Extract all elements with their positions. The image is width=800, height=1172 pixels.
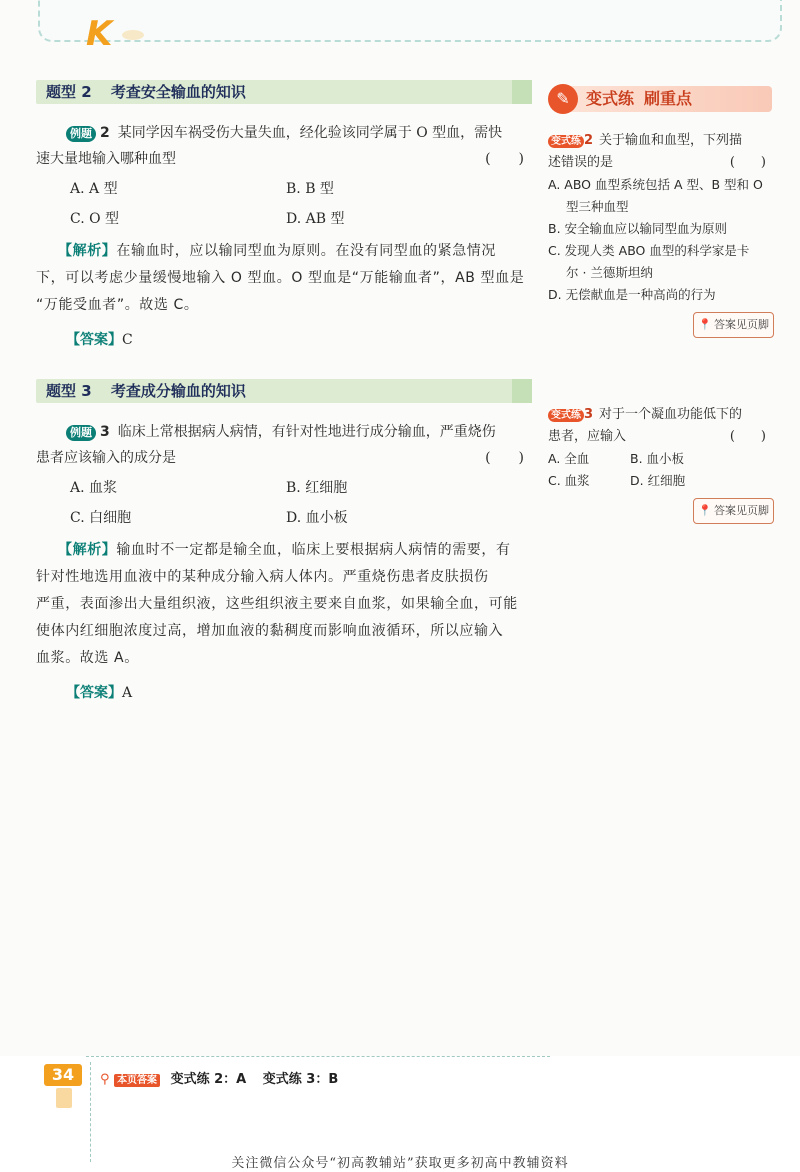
analysis-line: “万能受血者”。故选 C。 — [36, 297, 199, 313]
exercise-number: 3 — [584, 407, 594, 422]
sidebar-title-a: 变式练 — [586, 89, 635, 108]
section-title: 考查成分输血的知识 — [110, 382, 246, 400]
exercise-stem-text: 患者，应输入 — [548, 429, 627, 444]
exercise-badge: 变式练 — [548, 135, 584, 148]
exercise-badge: 变式练 — [548, 409, 584, 422]
option-d: D. 红细胞 — [630, 473, 686, 488]
answer-tag: 【答案】 — [66, 685, 122, 701]
logo-decoration — [122, 30, 144, 40]
exercise-stem — [548, 426, 774, 448]
option-d: D. 血小板 — [286, 510, 348, 526]
section-number: 题型 2 — [46, 83, 92, 101]
exercise-stem — [548, 404, 774, 426]
page-number-tab — [56, 1088, 72, 1108]
answer-line — [36, 680, 532, 706]
main-column — [36, 80, 532, 706]
example-badge: 例题 — [66, 425, 96, 441]
analysis-block — [36, 238, 532, 319]
option-a-cont: 型三种血型 — [566, 199, 629, 214]
option-b: B. 安全输血应以输同型血为原则 — [548, 221, 728, 236]
exercise-number: 2 — [584, 133, 594, 148]
answer-value: A — [122, 685, 133, 701]
logo-k: K — [86, 14, 113, 54]
analysis-line: 严重，表面渗出大量组织液，这些组织液主要来自血浆，如果输全血，可能 — [36, 596, 518, 612]
analysis-tag: 【解析】 — [58, 243, 117, 259]
footer-divider — [86, 1056, 550, 1057]
page-answers — [100, 1068, 338, 1087]
example-number: 2 — [100, 125, 110, 141]
question-line — [36, 445, 532, 471]
question-line — [36, 120, 532, 146]
answer-blank: ( ) — [485, 151, 524, 167]
top-frame — [38, 0, 782, 42]
option-b: B. B 型 — [286, 181, 334, 197]
exercise-stem-text: 述错误的是 — [548, 155, 614, 170]
analysis-line: 在输血时，应以输同型血为原则。在没有同型血的紧急情况 — [116, 243, 497, 259]
option-c-cont: 尔 · 兰德斯坦纳 — [566, 265, 653, 280]
section-heading — [36, 80, 532, 104]
exercise — [548, 404, 774, 524]
see-footer-text: 答案见页脚 — [714, 318, 769, 331]
option-a: A. A 型 — [70, 181, 118, 197]
option-b: B. 血小板 — [630, 451, 685, 466]
analysis-line: 针对性地选用血液中的某种成分输入病人体内。严重烧伤患者皮肤损伤 — [36, 569, 489, 585]
exercise-stem-text: 对于一个凝血功能低下的 — [599, 407, 743, 422]
option-d: D. AB 型 — [286, 211, 345, 227]
sidebar-title — [586, 86, 692, 112]
option-a: A. 血浆 — [70, 480, 118, 496]
option-a: A. ABO 血型系统包括 A 型、B 型和 O — [548, 177, 763, 192]
key-icon: ⚲ — [100, 1072, 110, 1087]
sidebar — [548, 80, 774, 524]
answer-blank: ( ) — [729, 155, 766, 170]
answer-blank: ( ) — [485, 450, 524, 466]
options-list — [36, 174, 532, 234]
exercise-stem-text: 关于输血和血型，下列描 — [599, 133, 743, 148]
see-footer-text: 答案见页脚 — [714, 504, 769, 517]
sidebar-title-b: 刷重点 — [644, 89, 693, 108]
footer-vertical-divider — [90, 1062, 91, 1162]
question-text: 速大量地输入哪种血型 — [36, 151, 176, 167]
exercise-stem — [548, 130, 774, 152]
section-heading — [36, 379, 532, 403]
exercise — [548, 130, 774, 338]
options-list — [548, 448, 774, 492]
sidebar-header — [548, 80, 774, 114]
example-number: 3 — [100, 424, 110, 440]
option-d: D. 无偿献血是一种高尚的行为 — [548, 287, 716, 302]
section-number: 题型 3 — [46, 382, 92, 400]
footer-note: 关注微信公众号“初高教辅站”获取更多初高中教辅资料 — [231, 1156, 569, 1171]
option-c: C. 血浆 — [548, 473, 590, 488]
option-c: C. O 型 — [70, 211, 120, 227]
analysis-line: 血浆。故选 A。 — [36, 650, 139, 666]
see-footer-link[interactable] — [693, 312, 774, 338]
question-line — [36, 419, 532, 445]
page-answer-2: 变式练 3：B — [262, 1072, 339, 1087]
option-a: A. 全血 — [548, 451, 590, 466]
option-c: C. 白细胞 — [70, 510, 132, 526]
see-footer-link[interactable] — [693, 498, 774, 524]
question-text: 临床上常根据病人病情，有针对性地进行成分输血，严重烧伤 — [117, 424, 496, 440]
example-badge: 例题 — [66, 126, 96, 142]
pin-icon: 📍 — [698, 318, 712, 331]
exercise-stem — [548, 152, 774, 174]
option-b: B. 红细胞 — [286, 480, 348, 496]
analysis-tag: 【解析】 — [58, 542, 117, 558]
options-list — [36, 473, 532, 533]
analysis-line: 下，可以考虑少量缓慢地输入 O 型血。O 型血是“万能输血者”，AB 型血是 — [36, 270, 525, 286]
page-answers-label: 本页答案 — [114, 1074, 160, 1087]
analysis-block — [36, 537, 532, 672]
brush-icon: ✎ — [548, 84, 578, 114]
page-answer-1: 变式练 2：A — [170, 1072, 247, 1087]
question-line — [36, 146, 532, 172]
option-c: C. 发现人类 ABO 血型的科学家是卡 — [548, 243, 750, 258]
pin-icon: 📍 — [698, 504, 712, 517]
answer-tag: 【答案】 — [66, 332, 122, 348]
page-number: 34 — [44, 1064, 82, 1086]
answer-blank: ( ) — [729, 429, 766, 444]
question-text: 患者应该输入的成分是 — [36, 450, 176, 466]
heading-stripe — [512, 379, 532, 403]
section-title: 考查安全输血的知识 — [110, 83, 246, 101]
analysis-line: 使体内红细胞浓度过高，增加血液的黏稠度而影响血液循环，所以应输入 — [36, 623, 504, 639]
answer-line — [36, 327, 532, 353]
question-text: 某同学因车祸受伤大量失血，经化验该同学属于 O 型血，需快 — [117, 125, 503, 141]
heading-stripe — [512, 80, 532, 104]
answer-value: C — [122, 332, 133, 348]
analysis-line: 输血时不一定都是输全血，临床上要根据病人病情的需要，有 — [116, 542, 511, 558]
